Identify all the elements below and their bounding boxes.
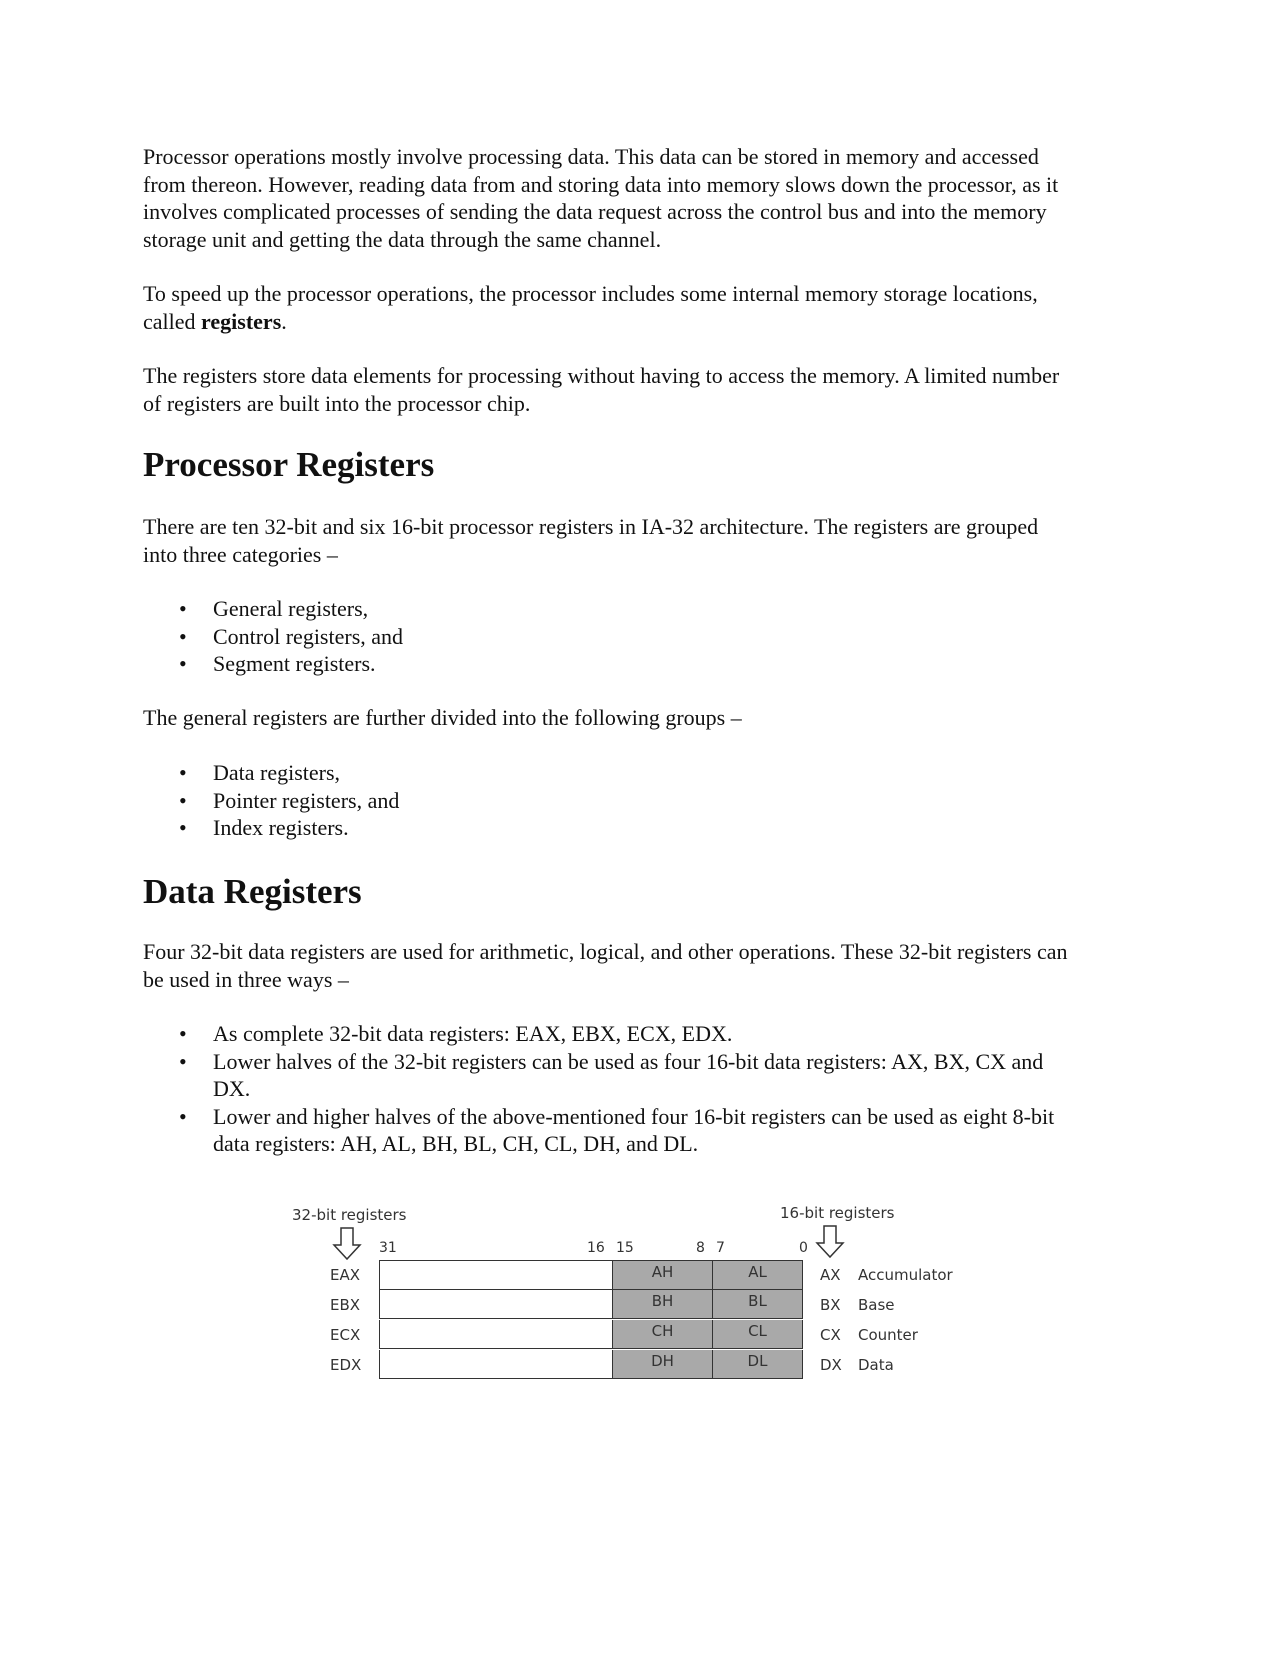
low-byte: CL [713, 1320, 802, 1348]
list-item: • Lower halves of the 32-bit registers can be used as four 16-bit data registers: AX, BX, CX and DX. [143, 1048, 1068, 1103]
register-32-label: EDX [330, 1356, 362, 1374]
register-row [379, 1350, 803, 1379]
register-diagram [280, 1195, 980, 1395]
text: To speed up the processor operations, the processor includes some internal memory storage locations, called [143, 281, 1038, 334]
list-item: • Lower and higher halves of the above-mentioned four 16-bit registers can be used as eight 8-bit data registers: AH, AL, BH, BL, CH, CL, DH, and DL. [143, 1103, 1068, 1158]
high-byte: CH [613, 1320, 713, 1348]
registers-paragraph [143, 280, 1068, 335]
list-item: • General registers, [143, 595, 1068, 623]
upper-16-bits [380, 1290, 613, 1318]
bit-label: 31 [379, 1240, 397, 1256]
register-name: Accumulator [858, 1266, 953, 1284]
register-name: Base [858, 1296, 895, 1314]
heading-processor-registers: Processor Registers [143, 445, 435, 484]
bit-label: 0 [799, 1240, 808, 1256]
registers-store-paragraph: The registers store data elements for processing without having to access the memory. A limited number of registers are built into the processor chip. [143, 363, 1060, 416]
bit-label: 8 [696, 1240, 705, 1256]
right-title: 16-bit registers [780, 1204, 895, 1222]
register-16-label: CX [820, 1326, 841, 1344]
bit-label: 15 [616, 1240, 634, 1256]
high-byte: DH [613, 1350, 713, 1378]
list-item: • Segment registers. [143, 650, 1068, 678]
upper-16-bits [380, 1320, 613, 1348]
categories-list [143, 595, 1068, 678]
upper-16-bits [380, 1261, 613, 1289]
heading-data-registers: Data Registers [143, 872, 362, 911]
list-item: • As complete 32-bit data registers: EAX, EBX, ECX, EDX. [143, 1020, 1068, 1048]
bit-label: 7 [716, 1240, 725, 1256]
register-row [379, 1290, 803, 1319]
text: . [281, 308, 287, 334]
upper-16-bits [380, 1350, 613, 1378]
down-arrow-icon [332, 1227, 362, 1261]
groups-list [143, 759, 1068, 842]
categories-paragraph: There are ten 32-bit and six 16-bit processor registers in IA-32 architecture. The registers are grouped into three categories – [143, 514, 1039, 567]
intro-paragraph: Processor operations mostly involve processing data. This data can be stored in memory and accessed from thereon. However, reading data from and storing data into memory slows down the processor, as it involves complicated processes of sending the data request across the control bus and into the memory storage unit and getting the data through the same channel. [143, 144, 1059, 252]
register-16-label: BX [820, 1296, 841, 1314]
down-arrow-icon [815, 1225, 845, 1259]
left-title: 32-bit registers [292, 1206, 407, 1224]
list-item: • Data registers, [143, 759, 1068, 787]
ways-list [143, 1020, 1068, 1158]
register-32-label: EAX [330, 1266, 361, 1284]
data-registers-paragraph: Four 32-bit data registers are used for arithmetic, logical, and other operations. These 32-bit registers can be used in three ways – [143, 939, 1068, 992]
register-row [379, 1320, 803, 1349]
low-byte: BL [713, 1290, 802, 1318]
register-32-label: EBX [330, 1296, 361, 1314]
register-16-label: DX [820, 1356, 842, 1374]
list-item: • Pointer registers, and [143, 787, 1068, 815]
high-byte: AH [613, 1261, 713, 1289]
high-byte: BH [613, 1290, 713, 1318]
low-byte: DL [713, 1350, 802, 1378]
low-byte: AL [713, 1261, 802, 1289]
register-name: Data [858, 1356, 894, 1374]
register-row [379, 1260, 803, 1290]
register-name: Counter [858, 1326, 918, 1344]
registers-term: registers [201, 308, 282, 334]
list-item: • Control registers, and [143, 623, 1068, 651]
bit-label: 16 [587, 1240, 605, 1256]
groups-paragraph: The general registers are further divided into the following groups – [143, 705, 742, 730]
register-32-label: ECX [330, 1326, 361, 1344]
register-16-label: AX [820, 1266, 841, 1284]
list-item: • Index registers. [143, 814, 1068, 842]
